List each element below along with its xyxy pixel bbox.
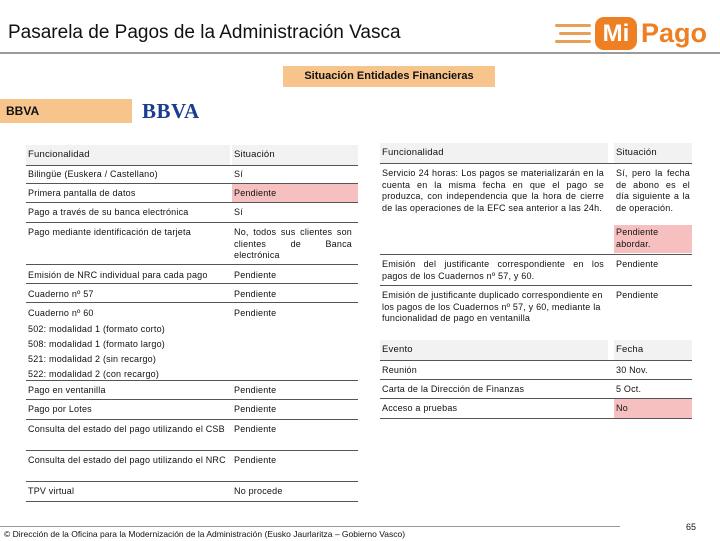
table-row-func: Cuaderno nº 60 xyxy=(28,308,94,318)
table-row-func: Pago por Lotes xyxy=(28,404,92,414)
sub-item: 502: modalidad 1 (formato corto) xyxy=(28,324,165,334)
right-header-func: Funcionalidad xyxy=(380,143,608,163)
event-row-date: 5 Oct. xyxy=(616,384,642,394)
table-row-status-note: Pendiente abordar. xyxy=(614,225,692,253)
table-row-status: Pendiente xyxy=(232,184,358,202)
table-row-func: Consulta del estado del pago utilizando el CSB xyxy=(28,424,225,434)
left-header-func: Funcionalidad xyxy=(26,145,230,165)
table-row-func: Pago mediante identificación de tarjeta xyxy=(28,227,191,237)
event-row-date: No xyxy=(614,399,692,418)
event-row-name: Acceso a pruebas xyxy=(382,403,458,413)
logo-mark: Mi xyxy=(595,17,637,50)
bbva-logo xyxy=(142,97,202,123)
left-header-status: Situación xyxy=(232,145,358,165)
table-row-func: Bilingüe (Euskera / Castellano) xyxy=(28,169,158,179)
table-row-status: Pendiente xyxy=(234,289,277,299)
page-number: 65 xyxy=(686,522,697,532)
bbva-logo-text: BBVA xyxy=(142,99,200,123)
copyright-text: © Dirección de la Oficina para la Modernización de la Administración (Eusko Jaurlaritza – Gobierno Vasco) xyxy=(4,529,406,539)
table-row-status: No, todos sus clientes son clientes de Banca electrónica xyxy=(234,227,352,260)
table-row-func: Cuaderno nº 57 xyxy=(28,289,94,299)
table-row-status: Pendiente xyxy=(234,308,277,318)
table-row-func: Pago en ventanilla xyxy=(28,385,106,395)
table-row-func: Pago a través de su banca electrónica xyxy=(28,207,189,217)
table-row-status: Pendiente xyxy=(234,385,277,395)
page-title: Pasarela de Pagos de la Administración Vasca xyxy=(8,22,401,43)
right-header-status: Situación xyxy=(614,143,692,163)
table-row-func: Servicio 24 horas: Los pagos se materializarán en la cuenta en la misma fecha en que el pago se produzca, con independencia que la hora de cierre de las operaciones de la EFC sea anterior a las 24h. xyxy=(382,168,604,213)
footer xyxy=(0,521,720,540)
mipago-logo xyxy=(555,14,707,54)
table-row-status: Pendiente xyxy=(234,455,277,465)
table-row-status: Pendiente xyxy=(616,290,659,300)
table-row-status: Sí xyxy=(234,207,243,217)
table-row-status: Sí, pero la fecha de abono es el día siguiente a la de operación. xyxy=(616,168,690,213)
event-row-name: Carta de la Dirección de Finanzas xyxy=(382,384,525,394)
table-row-status: Pendiente xyxy=(234,270,277,280)
table-row-func: Primera pantalla de datos xyxy=(28,188,136,198)
event-row-name: Reunión xyxy=(382,365,417,375)
table-row-func: Emisión del justificante correspondiente en los pagos de los Cuadernos nº 57, y 60. xyxy=(382,259,604,281)
bank-label: BBVA xyxy=(6,104,40,118)
event-row-date: 30 Nov. xyxy=(616,365,648,375)
table-row-status: Pendiente xyxy=(234,424,277,434)
table-row-status: Pendiente xyxy=(616,259,659,269)
logo-word: Pago xyxy=(641,18,708,48)
section-title: Situación Entidades Financieras xyxy=(283,66,495,87)
table-row-func: Consulta del estado del pago utilizando el NRC xyxy=(28,455,226,465)
table-row-status: No procede xyxy=(234,486,283,496)
events-header-event: Evento xyxy=(380,340,608,360)
table-row-func: TPV virtual xyxy=(28,486,75,496)
table-row-func: Emisión de justificante duplicado correspondiente en los pagos de los Cuadernos nº 57, y 60, mediante la funcionalidad de pago en ventanilla xyxy=(382,290,603,323)
sub-item: 521: modalidad 2 (sin recargo) xyxy=(28,354,157,364)
table-row-func: Emisión de NRC individual para cada pago xyxy=(28,270,208,280)
sub-item: 522: modalidad 2 (con recargo) xyxy=(28,369,160,379)
events-header-date: Fecha xyxy=(614,340,692,360)
table-row-status: Sí xyxy=(234,169,243,179)
table-row-status: Pendiente xyxy=(234,404,277,414)
sub-item: 508: modalidad 1 (formato largo) xyxy=(28,339,165,349)
